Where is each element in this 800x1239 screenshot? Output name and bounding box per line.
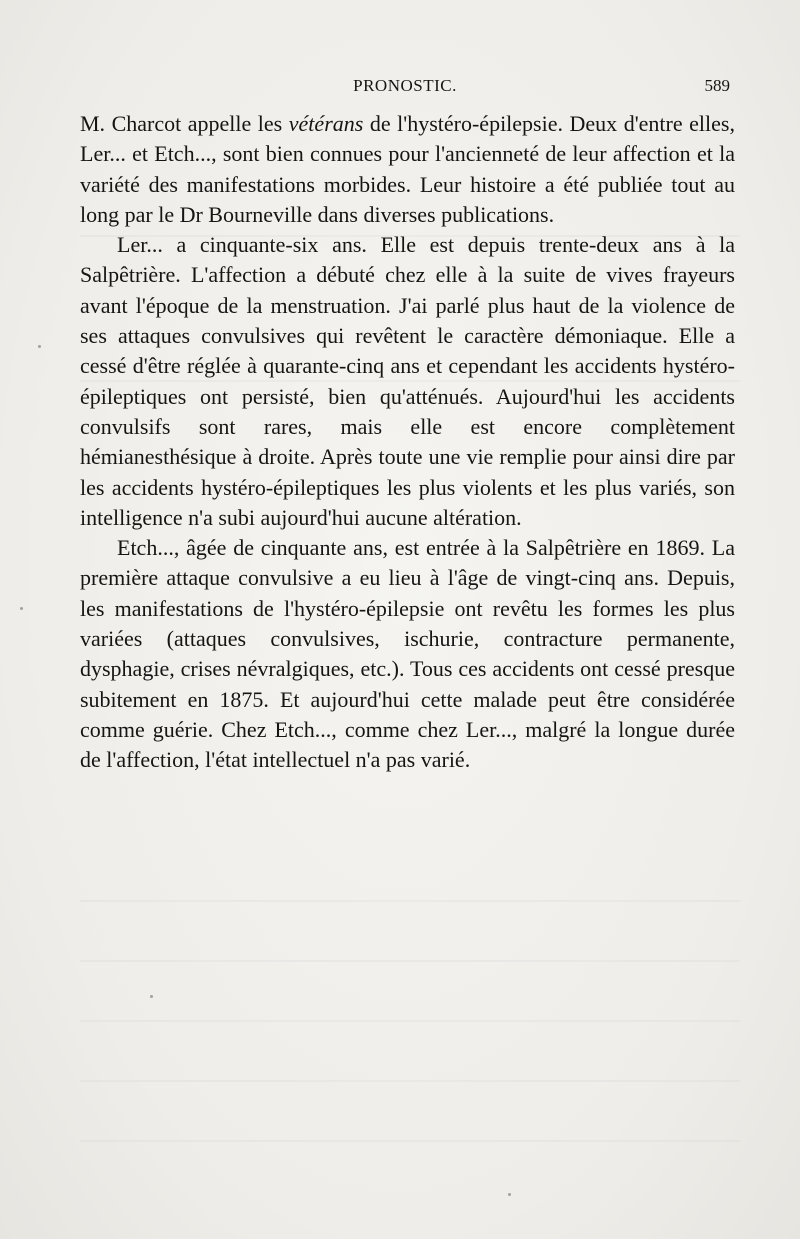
show-through-line [80, 1020, 740, 1022]
paragraph-text: de l'hystéro-épilepsie. Deux d'entre elles, Ler... et Etch..., sont bien connues pour l'ancienneté de leur affection et la variété des manifestations morbides. Leur histoire a été publiée tout au long par le Dr Bourneville dans diverses publications. [80, 111, 735, 227]
page-number: 589 [704, 76, 730, 95]
paragraph-ler-case: Ler... a cinquante-six ans. Elle est depuis trente-deux ans à la Salpêtrière. L'affection a débuté chez elle à la suite de vives frayeurs avant l'époque de la menstruation. J'ai parlé plus haut de la violence de ses attaques convulsives qui revêtent le caractère démoniaque. Elle a cessé d'être réglée à quarante-cinq ans et cependant les accidents hystéro-épileptiques ont persisté, bien qu'atténués. Aujourd'hui les accidents convulsifs sont rares, mais elle est encore complètement hémianesthésique à droite. Après toute une vie remplie pour ainsi dire par les accidents hystéro-épileptiques les plus violents et les plus variés, son intelligence n'a subi aujourd'hui aucune altération. [80, 232, 735, 530]
show-through-line [80, 1140, 740, 1142]
show-through-line [80, 900, 740, 902]
show-through-line [80, 1080, 740, 1082]
page-header [80, 72, 730, 100]
paragraph-charcot-veterans [80, 109, 735, 230]
paper-speck [20, 607, 23, 610]
paragraph-text: M. Charcot appelle les [80, 111, 289, 136]
paper-speck [150, 995, 153, 998]
paper-speck [508, 1193, 511, 1196]
body-text [80, 109, 735, 776]
paragraph-etch-case: Etch..., âgée de cinquante ans, est entrée à la Salpêtrière en 1869. La première attaque convulsive a eu lieu à l'âge de vingt-cinq ans. Depuis, les manifestations de l'hystéro-épilepsie ont revêtu les formes les plus variées (attaques convulsives, ischurie, contracture permanente, dysphagie, crises névralgiques, etc.). Tous ces accidents ont cessé presque subitement en 1875. Et aujourd'hui cette malade peut être considérée comme guérie. Chez Etch..., comme chez Ler..., malgré la longue durée de l'affection, l'état intellectuel n'a pas varié. [80, 535, 735, 773]
running-title: PRONOSTIC. [353, 76, 457, 95]
paper-speck [38, 345, 41, 348]
emphasized-term: vétérans [288, 111, 364, 136]
show-through-line [80, 960, 740, 962]
